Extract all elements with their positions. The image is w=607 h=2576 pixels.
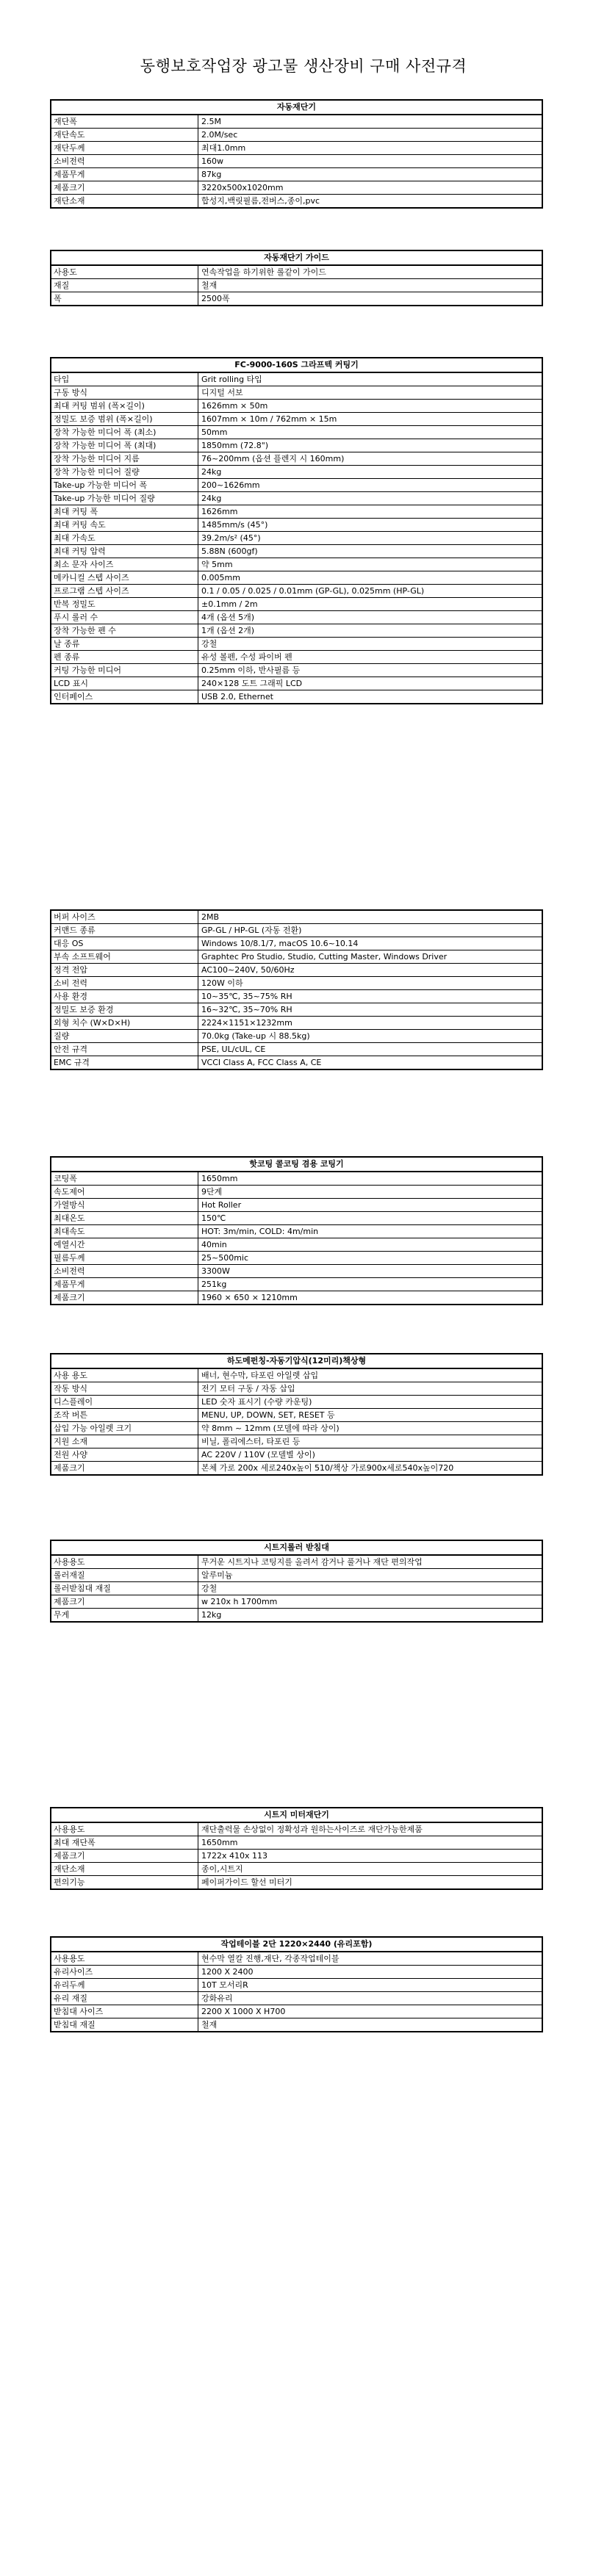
spec-value: 50mm (201, 427, 228, 437)
spec-value: Graphtec Pro Studio, Studio, Cutting Master, Windows Driver (201, 952, 448, 962)
spec-row (51, 677, 542, 690)
spec-row (51, 690, 542, 703)
spec-row (51, 1291, 542, 1304)
spec-label: 제품크기 (51, 1595, 198, 1608)
page-title: 동행보호작업장 광고물 생산장비 구매 사전규격 (140, 57, 467, 75)
spec-label: 사용 환경 (51, 990, 198, 1003)
spec-label: Take-up 가능한 미디어 질량 (51, 492, 198, 505)
spec-label: LCD 표시 (51, 677, 198, 690)
spec-row (51, 1609, 542, 1621)
spec-label: 전원 사양 (51, 1448, 198, 1461)
spec-row (51, 505, 542, 519)
spec-value: 배너, 현수막, 타포린 아일렛 삽입 (201, 1371, 319, 1380)
spec-row (51, 990, 542, 1003)
spec-row (51, 1863, 542, 1876)
spec-value: AC 220V / 110V (모델별 상이) (201, 1450, 315, 1460)
spec-label: 무게 (51, 1609, 198, 1621)
spec-value: 3300W (201, 1266, 230, 1276)
spec-value: 0.005mm (201, 573, 240, 582)
spec-label: 예열시간 (51, 1238, 198, 1251)
spec-label: 편의기능 (51, 1876, 198, 1888)
spec-value: 9단계 (201, 1187, 223, 1197)
spec-row (51, 1043, 542, 1056)
spec-row (51, 1582, 542, 1595)
spec-row (51, 1595, 542, 1609)
spec-value: 87kg (201, 170, 222, 179)
spec-row (51, 1992, 542, 2005)
spec-label: 조작 버튼 (51, 1409, 198, 1421)
spec-row (51, 1003, 542, 1017)
spec-label: 펜 종류 (51, 651, 198, 663)
spec-row (51, 1952, 542, 1966)
spec-row (51, 1409, 542, 1422)
spec-value: 10~35℃, 35~75% RH (201, 992, 292, 1001)
spec-value: Windows 10/8.1/7, macOS 10.6~10.14 (201, 939, 359, 948)
spec-table (50, 1807, 543, 1890)
spec-label: 코팅폭 (51, 1172, 198, 1185)
spec-row (51, 2005, 542, 2018)
spec-row (51, 181, 542, 195)
spec-value: 최대1.0mm (201, 143, 246, 153)
spec-value: 40min (201, 1240, 227, 1249)
spec-value: 비닐, 폴리에스터, 타포린 등 (201, 1437, 301, 1446)
spec-value: 39.2m/s² (45°) (201, 533, 261, 543)
spec-row (51, 400, 542, 413)
spec-value: 0.25mm 이하, 반사필름 등 (201, 665, 301, 675)
spec-value: 디지털 서보 (201, 388, 243, 397)
spec-value: 10T 모서리R (201, 1980, 248, 1990)
spec-label: 정밀도 보증 환경 (51, 1003, 198, 1016)
spec-label: 받침대 재질 (51, 2018, 198, 2031)
spec-value: PSE, UL/cUL, CE (201, 1045, 266, 1054)
spec-value: 2500폭 (201, 294, 230, 303)
spec-row (51, 651, 542, 664)
spec-label: 유리 재질 (51, 1992, 198, 2005)
spec-value: 4개 (옵션 5개) (201, 613, 255, 622)
spec-value: 240×128 도트 그래픽 LCD (201, 679, 303, 688)
spec-table-title: 하도메펀칭-자동기압식(12미리)책상형 (51, 1354, 542, 1369)
spec-row (51, 977, 542, 990)
spec-value: 철재 (201, 2020, 218, 2030)
spec-row (51, 1396, 542, 1409)
spec-label: 인터페이스 (51, 690, 198, 703)
spec-row (51, 1238, 542, 1252)
spec-label: 커팅 가능한 미디어 (51, 664, 198, 677)
spec-value: 16~32℃, 35~70% RH (201, 1005, 292, 1014)
spec-value: 본체 가로 200x 세로240x높이 510/책상 가로900x세로540x높이720 (201, 1463, 454, 1473)
spec-label: 소비전력 (51, 1265, 198, 1277)
spec-value: 무거운 시트지나 코팅지를 올려서 감거나 풀거나 재단 편의작업 (201, 1557, 423, 1567)
spec-table (50, 1936, 543, 2032)
spec-label: 재단속도 (51, 129, 198, 141)
spec-row (51, 1225, 542, 1238)
spec-label: 장착 가능한 미디어 폭 (최대) (51, 439, 198, 452)
spec-row (51, 1369, 542, 1382)
spec-value: 페이퍼가이드 할선 미터기 (201, 1877, 292, 1887)
spec-value: 150℃ (201, 1213, 226, 1223)
spec-row (51, 1979, 542, 1992)
spec-row (51, 413, 542, 426)
spec-row (51, 1199, 542, 1212)
spec-label: 메카니컬 스텝 사이즈 (51, 571, 198, 584)
spec-label: 제품무게 (51, 168, 198, 181)
spec-row (51, 1823, 542, 1836)
spec-label: 대응 OS (51, 937, 198, 950)
spec-label: 롤러받침대 재질 (51, 1582, 198, 1595)
spec-value: MENU, UP, DOWN, SET, RESET 등 (201, 1410, 335, 1420)
spec-row (51, 664, 542, 677)
spec-label: 제품크기 (51, 181, 198, 194)
spec-value: 2200 X 1000 X H700 (201, 2007, 286, 2016)
spec-value: 1850mm (72.8") (201, 441, 269, 450)
spec-label: 필름두께 (51, 1252, 198, 1264)
spec-label: 날 종류 (51, 638, 198, 650)
spec-row (51, 373, 542, 386)
spec-row (51, 611, 542, 624)
spec-table-title: 자동재단기 가이드 (51, 251, 542, 266)
spec-value: 철재 (201, 281, 218, 290)
spec-value: 1485mm/s (45°) (201, 520, 268, 530)
spec-row (51, 558, 542, 571)
spec-row (51, 452, 542, 466)
spec-label: 유리사이즈 (51, 1966, 198, 1978)
spec-label: 정밀도 보증 범위 (폭×길이) (51, 413, 198, 425)
spec-label: 푸시 롤러 수 (51, 611, 198, 624)
spec-table-title: 자동재단기 (51, 101, 542, 115)
spec-row (51, 911, 542, 924)
spec-table (50, 1156, 543, 1305)
spec-label: 작동 방식 (51, 1382, 198, 1395)
spec-label: 외형 치수 (W×D×H) (51, 1017, 198, 1029)
spec-label: 장착 가능한 미디어 질량 (51, 466, 198, 478)
spec-label: 사용용도 (51, 1556, 198, 1568)
spec-label: 타입 (51, 373, 198, 386)
spec-table-title: 시트지롤러 받침대 (51, 1541, 542, 1556)
spec-value: AC100~240V, 50/60Hz (201, 965, 295, 975)
spec-row (51, 115, 542, 129)
spec-value: 76~200mm (옵션 플렌지 시 160mm) (201, 454, 345, 463)
spec-label: 커맨드 종류 (51, 924, 198, 937)
spec-row (51, 1252, 542, 1265)
spec-value: 1626mm (201, 507, 238, 516)
spec-value: ±0.1mm / 2m (201, 599, 258, 609)
spec-label: 제품크기 (51, 1291, 198, 1304)
spec-row (51, 924, 542, 937)
spec-row (51, 1569, 542, 1582)
spec-label: 장착 가능한 미디어 지름 (51, 452, 198, 465)
spec-row (51, 1056, 542, 1069)
spec-row (51, 1462, 542, 1474)
spec-value: 24kg (201, 467, 222, 477)
spec-row (51, 571, 542, 585)
spec-value: 1개 (옵션 2개) (201, 626, 255, 635)
spec-label: 소비 전력 (51, 977, 198, 989)
spec-label: 소비전력 (51, 155, 198, 167)
spec-row (51, 1966, 542, 1979)
spec-value: 합성지,백릿필름,전버스,종이,pvc (201, 196, 320, 206)
spec-value: 160w (201, 156, 223, 166)
spec-table-title: 시트지 미터재단기 (51, 1808, 542, 1823)
spec-value: 1960 × 650 × 1210mm (201, 1293, 298, 1302)
spec-label: 제품크기 (51, 1462, 198, 1474)
spec-row (51, 950, 542, 964)
spec-row (51, 426, 542, 439)
spec-value: 전기 모터 구동 / 자동 삽입 (201, 1384, 295, 1393)
spec-table (50, 909, 543, 1070)
spec-table-title: 핫코팅 콜코팅 겸용 코팅기 (51, 1158, 542, 1172)
spec-value: 1650mm (201, 1838, 238, 1847)
spec-row (51, 1422, 542, 1435)
spec-value: 200~1626mm (201, 480, 260, 490)
spec-value: 강철 (201, 639, 218, 649)
spec-label: 재단폭 (51, 115, 198, 128)
spec-label: Take-up 가능한 미디어 폭 (51, 479, 198, 491)
spec-label: 반복 정밀도 (51, 598, 198, 610)
spec-value: 1650mm (201, 1174, 238, 1183)
spec-row (51, 129, 542, 142)
spec-value: LED 숫자 표시기 (수량 카운팅) (201, 1397, 312, 1407)
spec-value: 5.88N (600gf) (201, 546, 258, 556)
spec-value: 1722x 410x 113 (201, 1851, 267, 1861)
spec-label: 최대온도 (51, 1212, 198, 1224)
spec-row (51, 964, 542, 977)
spec-label: 제품크기 (51, 1850, 198, 1862)
spec-label: EMC 규격 (51, 1056, 198, 1069)
spec-label: 사용 용도 (51, 1369, 198, 1382)
spec-value: 1200 X 2400 (201, 1967, 254, 1977)
spec-row (51, 585, 542, 598)
spec-label: 최대속도 (51, 1225, 198, 1238)
spec-row (51, 1836, 542, 1850)
spec-value: 연속작업을 하기위한 롤같이 가이드 (201, 267, 326, 277)
spec-label: 폭 (51, 292, 198, 305)
spec-row (51, 1382, 542, 1396)
spec-table (50, 99, 543, 209)
spec-row (51, 1017, 542, 1030)
spec-row (51, 1265, 542, 1278)
spec-row (51, 1172, 542, 1186)
spec-value: 약 8mm ~ 12mm (모델에 따라 상이) (201, 1424, 340, 1433)
spec-row (51, 492, 542, 505)
spec-row (51, 386, 542, 400)
spec-label: 재단소재 (51, 1863, 198, 1875)
spec-value: 유성 볼펜, 수성 파이버 펜 (201, 652, 292, 662)
spec-row (51, 1435, 542, 1448)
spec-value: 120W 이하 (201, 978, 243, 988)
spec-label: 속도제어 (51, 1186, 198, 1198)
spec-row (51, 598, 542, 611)
spec-label: 최대 커팅 범위 (폭×길이) (51, 400, 198, 412)
spec-label: 장착 가능한 펜 수 (51, 624, 198, 637)
spec-label: 재단두께 (51, 142, 198, 154)
spec-label: 최소 문자 사이즈 (51, 558, 198, 571)
spec-label: 질량 (51, 1030, 198, 1042)
spec-value: 0.1 / 0.05 / 0.025 / 0.01mm (GP-GL), 0.025mm (HP-GL) (201, 586, 425, 596)
spec-label: 최대 커팅 속도 (51, 519, 198, 531)
spec-row (51, 279, 542, 292)
spec-row (51, 1186, 542, 1199)
spec-row (51, 292, 542, 305)
spec-value: Grit rolling 타입 (201, 375, 262, 384)
spec-label: 제품무게 (51, 1278, 198, 1291)
spec-label: 프로그램 스텝 사이즈 (51, 585, 198, 597)
spec-label: 안전 규격 (51, 1043, 198, 1056)
spec-row (51, 1212, 542, 1225)
spec-label: 재단소재 (51, 195, 198, 207)
spec-value: VCCI Class A, FCC Class A, CE (201, 1058, 322, 1067)
spec-label: 가열방식 (51, 1199, 198, 1211)
spec-table-title: 작업테이블 2단 1220×2440 (유리포함) (51, 1938, 542, 1952)
spec-value: 3220x500x1020mm (201, 183, 284, 192)
spec-label: 최대 커팅 폭 (51, 505, 198, 518)
spec-label: 롤러재질 (51, 1569, 198, 1581)
spec-value: Hot Roller (201, 1200, 242, 1210)
spec-value: 25~500mic (201, 1253, 249, 1263)
spec-table-title: FC-9000-160S 그라프텍 커팅기 (51, 358, 542, 373)
spec-value: 251kg (201, 1280, 227, 1289)
spec-table (50, 1353, 543, 1476)
spec-value: w 210x h 1700mm (201, 1597, 278, 1606)
spec-label: 장착 가능한 미디어 폭 (최소) (51, 426, 198, 439)
spec-value: 종이,시트지 (201, 1864, 243, 1874)
spec-label: 부속 소프트웨어 (51, 950, 198, 963)
spec-value: GP-GL / HP-GL (자동 전환) (201, 926, 302, 935)
spec-row (51, 1850, 542, 1863)
spec-row (51, 1556, 542, 1569)
spec-value: 24kg (201, 494, 222, 503)
spec-row (51, 937, 542, 950)
spec-label: 정격 전압 (51, 964, 198, 976)
spec-value: 1626mm × 50m (201, 401, 268, 411)
spec-row (51, 266, 542, 279)
spec-table (50, 1540, 543, 1623)
spec-label: 재질 (51, 279, 198, 292)
spec-row (51, 439, 542, 452)
spec-label: 사용도 (51, 266, 198, 278)
spec-value: 알루미늄 (201, 1570, 233, 1580)
spec-label: 최대 가속도 (51, 532, 198, 544)
spec-row (51, 519, 542, 532)
spec-label: 지원 소재 (51, 1435, 198, 1448)
spec-row (51, 142, 542, 155)
spec-row (51, 545, 542, 558)
spec-value: USB 2.0, Ethernet (201, 692, 273, 701)
spec-value: 1607mm × 10m / 762mm × 15m (201, 414, 337, 424)
spec-row (51, 532, 542, 545)
spec-value: 2.5M (201, 117, 221, 126)
spec-row (51, 479, 542, 492)
spec-value: 약 5mm (201, 560, 233, 569)
spec-row (51, 1448, 542, 1462)
spec-table (50, 357, 543, 704)
spec-value: 강철 (201, 1584, 218, 1593)
spec-table (50, 250, 543, 306)
spec-label: 받침대 사이즈 (51, 2005, 198, 2018)
spec-value: 2MB (201, 912, 220, 922)
spec-value: 70.0kg (Take-up 시 88.5kg) (201, 1031, 310, 1041)
spec-value: 재단출력물 손상없이 정확성과 원하는사이즈로 재단가능한제품 (201, 1825, 423, 1834)
spec-row (51, 466, 542, 479)
spec-row (51, 624, 542, 638)
spec-value: 2.0M/sec (201, 130, 238, 140)
spec-value: 12kg (201, 1610, 222, 1620)
spec-label: 버퍼 사이즈 (51, 911, 198, 923)
spec-value: 2224×1151×1232mm (201, 1018, 292, 1028)
spec-label: 구동 방식 (51, 386, 198, 399)
spec-row (51, 2018, 542, 2031)
spec-row (51, 638, 542, 651)
spec-label: 디스플레이 (51, 1396, 198, 1408)
spec-label: 사용용도 (51, 1952, 198, 1965)
spec-row (51, 1876, 542, 1888)
spec-label: 유리두께 (51, 1979, 198, 1991)
spec-value: HOT: 3m/min, COLD: 4m/min (201, 1227, 319, 1236)
spec-label: 삽입 가능 아일렛 크기 (51, 1422, 198, 1435)
spec-label: 사용용도 (51, 1823, 198, 1836)
spec-row (51, 1030, 542, 1043)
spec-row (51, 1278, 542, 1291)
spec-value: 현수막 열칼 진행,재단, 각종작업테이블 (201, 1954, 340, 1963)
spec-row (51, 195, 542, 207)
spec-label: 최대 재단폭 (51, 1836, 198, 1849)
spec-row (51, 155, 542, 168)
spec-row (51, 168, 542, 181)
spec-value: 강화유리 (201, 1994, 233, 2003)
spec-label: 최대 커팅 압력 (51, 545, 198, 558)
